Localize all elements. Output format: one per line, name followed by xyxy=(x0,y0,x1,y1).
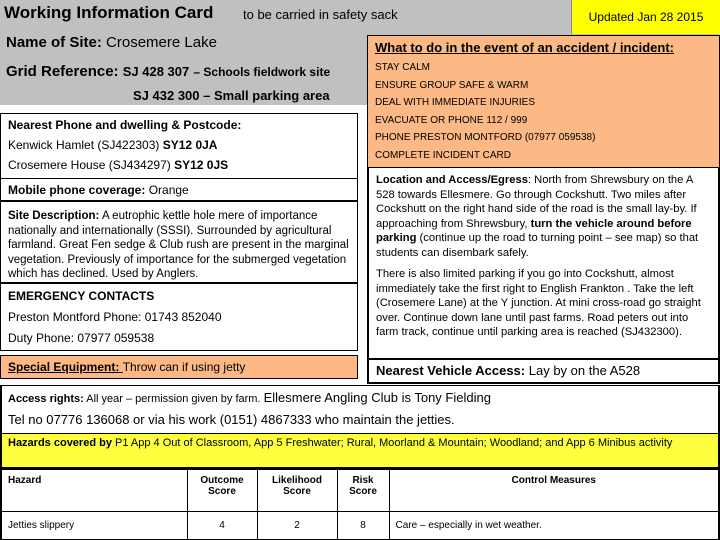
location-para-1 xyxy=(376,173,711,260)
cell-risk: 8 xyxy=(337,512,389,540)
location-para-2: There is also limited parking if you go into Cockshutt, almost immediately take the first right to English Frankton . Take the left (Crosemere Lane) at the Y junction. At mini cross-road go straight over. Continue down lane until past farms. Road peters out into farm track, continue until parking area is reached (SJ432300). xyxy=(376,268,701,338)
grid-reference-2: SJ 432 300 – Small parking area xyxy=(133,88,330,103)
cell-outcome: 4 xyxy=(187,512,257,540)
grid-reference-label: Grid Reference: xyxy=(6,63,119,80)
nearest-phone-label: Nearest Phone and dwelling & Postcode: xyxy=(8,118,242,132)
grid-reference-1: SJ 428 307 xyxy=(122,64,190,79)
col-control: Control Measures xyxy=(389,470,719,512)
incident-step: STAY CALM xyxy=(375,62,431,73)
col-risk: Risk Score xyxy=(337,470,389,512)
special-equipment-value: Throw can if using jetty xyxy=(122,360,246,374)
site-name-row xyxy=(6,34,217,51)
cell-control: Care – especially in wet weather. xyxy=(389,512,719,540)
incident-step: EVACUATE OR PHONE 112 / 999 xyxy=(375,114,528,126)
incident-step: ENSURE GROUP SAFE & WARM xyxy=(375,79,529,91)
hazards-label: Hazards covered by xyxy=(8,437,112,449)
location-warning: turn the vehicle around before parking xyxy=(376,217,692,244)
access-rights-phone: Tel no 07776 136068 or via his work (0151) 4867333 who maintain the jetties. xyxy=(8,412,455,427)
incident-step: COMPLETE INCIDENT CARD xyxy=(375,149,511,161)
table-row xyxy=(1,512,719,540)
hazards-text: P1 App 4 Out of Classroom, App 5 Freshwater; Rural, Moorland & Mountain; Woodland; and App 6 Minibus activity xyxy=(115,437,673,449)
access-rights-box xyxy=(0,385,720,434)
risk-table-header xyxy=(1,470,719,512)
col-hazard: Hazard xyxy=(1,470,187,512)
nearest-phone-entry xyxy=(8,138,350,158)
location-text: (continue up the road to turning point – see map) so that students can disembark safely. xyxy=(376,232,699,259)
emergency-heading: EMERGENCY CONTACTS xyxy=(8,289,155,303)
access-rights-contact: Ellesmere Angling Club is Tony Fielding xyxy=(263,390,491,405)
updated-date: Updated Jan 28 2015 xyxy=(588,10,704,24)
vehicle-access-box xyxy=(367,359,720,384)
emergency-contact: Preston Montford Phone: 01743 852040 xyxy=(8,310,222,324)
incident-procedure-box xyxy=(367,35,720,168)
site-description-box xyxy=(0,200,358,284)
site-description-label: Site Description: xyxy=(8,210,100,222)
site-description-text: A eutrophic kettle hole mere of importance nationally and internationally (SSSI). Surrounded by agricultural farmland. Great Fen sedge & Club rush are present in the marginal vegetation. Previously of importance for the submerged vegetation which has declined. Used by Anglers. xyxy=(8,210,349,280)
location-access-box xyxy=(367,167,720,359)
cell-hazard: Jetties slippery xyxy=(1,512,187,540)
nearest-phone-box xyxy=(0,113,358,179)
incident-step: PHONE PRESTON MONTFORD (07977 059538) xyxy=(375,132,596,143)
mobile-coverage-box xyxy=(0,178,358,201)
dwelling-postcode: SY12 0JA xyxy=(162,138,218,152)
dwelling-place: Kenwick Hamlet (SJ422303) xyxy=(8,138,160,152)
location-text: : North from Shrewsbury on the A 528 towards Ellesmere. Go through Cockshutt. Two miles after Cockshutt on the right hand side of the road is the small lay-by. If approaching from Shrewsbury, xyxy=(376,174,697,230)
site-name-label: Name of Site: xyxy=(6,34,102,51)
col-likelihood: Likelihood Score xyxy=(257,470,337,512)
dwelling-place: Crosemere House (SJ434297) xyxy=(8,158,171,172)
mobile-coverage-label: Mobile phone coverage: xyxy=(8,183,146,197)
grid-reference-row xyxy=(6,63,330,80)
updated-date-badge xyxy=(571,0,720,34)
special-equipment-label: Special Equipment: xyxy=(8,360,123,374)
access-rights-line xyxy=(8,390,712,412)
access-rights-label: Access rights: xyxy=(8,393,84,405)
incident-heading: What to do in the event of an accident / incident: xyxy=(375,40,675,55)
nearest-phone-entry xyxy=(8,158,350,178)
site-name-value: Crosemere Lake xyxy=(106,34,217,51)
location-label: Location and Access/Egress xyxy=(376,174,528,186)
vehicle-access-value: Lay by on the A528 xyxy=(528,363,641,378)
vehicle-access-label: Nearest Vehicle Access: xyxy=(376,363,526,378)
hazards-covered-bar xyxy=(0,433,720,469)
card-subtitle: to be carried in safety sack xyxy=(243,7,398,22)
cell-likelihood: 2 xyxy=(257,512,337,540)
risk-table xyxy=(0,469,720,540)
dwelling-postcode: SY12 0JS xyxy=(174,158,229,172)
incident-steps xyxy=(375,62,712,167)
grid-reference-1-desc: – Schools fieldwork site xyxy=(193,65,331,79)
special-equipment-box xyxy=(0,355,358,379)
card-title: Working Information Card xyxy=(4,3,214,22)
col-outcome: Outcome Score xyxy=(187,470,257,512)
emergency-contacts-box xyxy=(0,283,358,351)
access-rights-text: All year – permission given by farm. xyxy=(86,393,261,405)
mobile-coverage-value: Orange xyxy=(148,183,189,197)
emergency-contact: Duty Phone: 07977 059538 xyxy=(8,331,155,345)
incident-step: DEAL WITH IMMEDIATE INJURIES xyxy=(375,97,536,108)
